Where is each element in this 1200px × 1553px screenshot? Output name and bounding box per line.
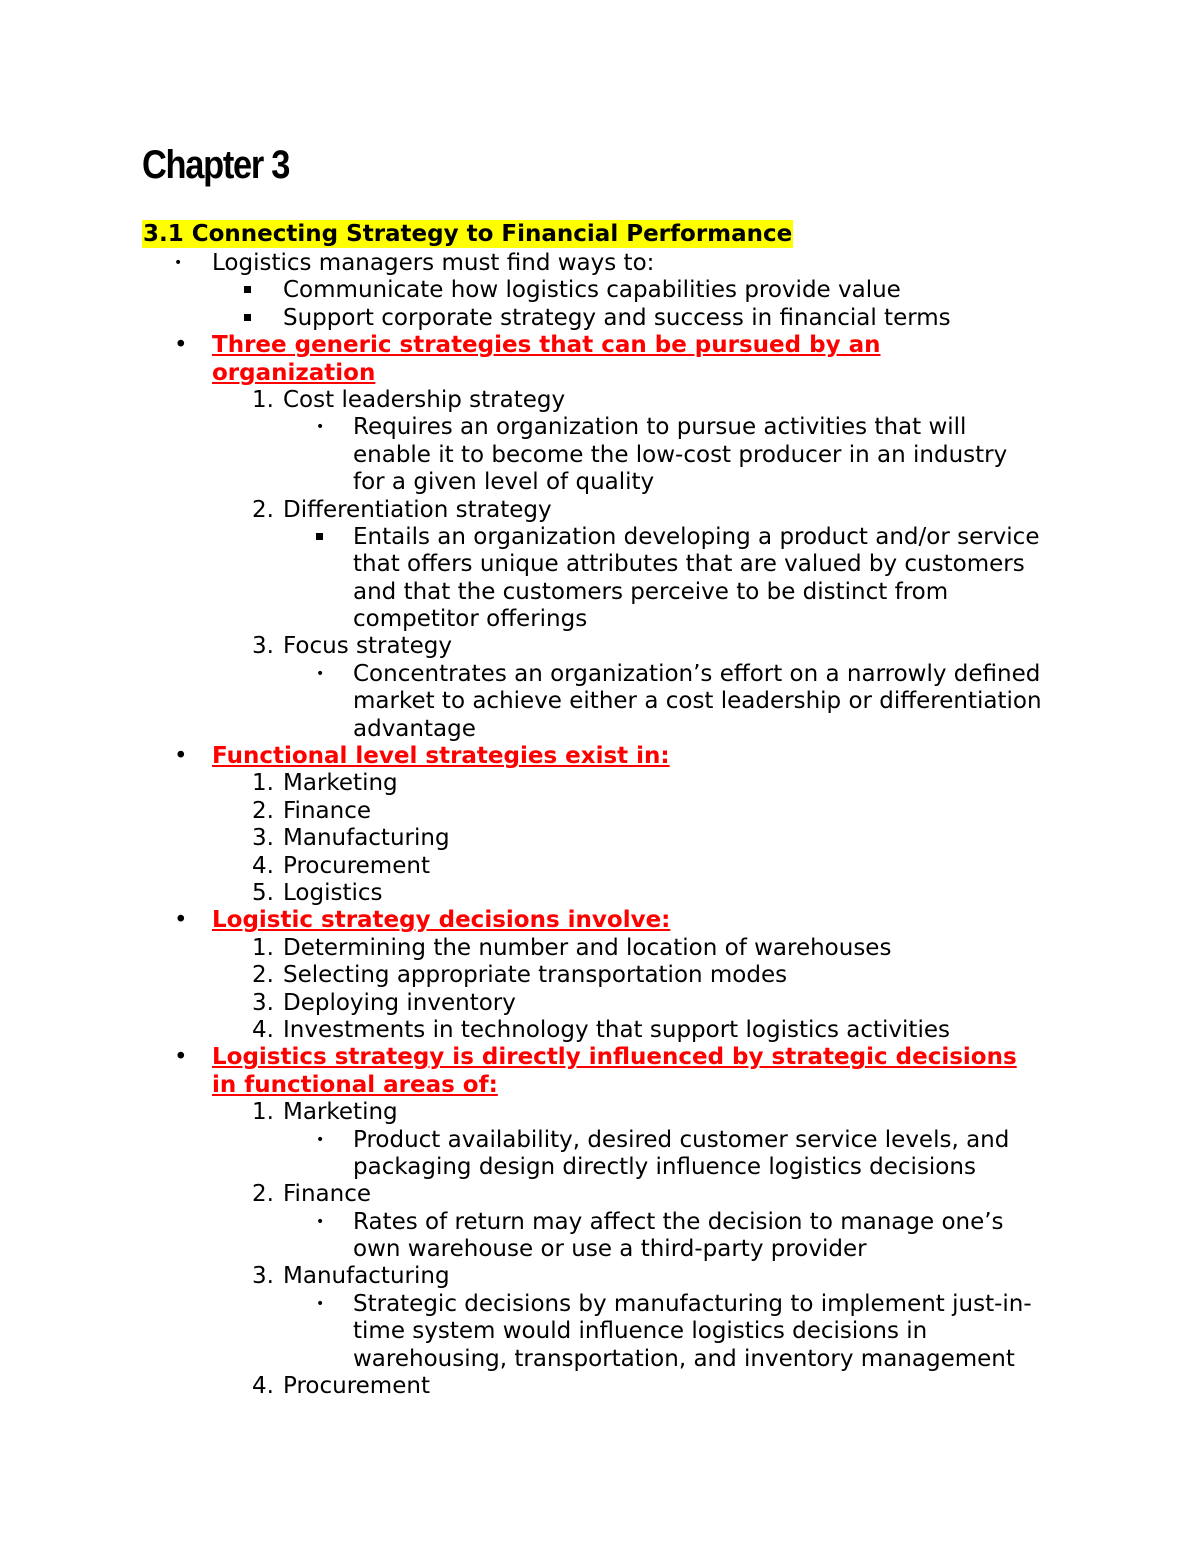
- list-item: that offers unique attributes that are valued by customers: [353, 551, 1025, 578]
- section-heading: 3.1 Connecting Strategy to Financial Performance: [143, 221, 793, 247]
- list-item: enable it to become the low-cost producer in an industry: [353, 441, 1008, 468]
- list-item: 1. Cost leadership strategy: [252, 386, 566, 413]
- list-item: advantage: [353, 715, 476, 742]
- list-item: 4. Procurement: [252, 852, 430, 879]
- small-bullet-icon: •: [316, 1295, 325, 1312]
- outline-list: [0, 250, 1200, 1400]
- list-item: 3. Manufacturing: [252, 825, 450, 852]
- square-bullet-icon: [244, 305, 251, 332]
- small-bullet-icon: •: [316, 1213, 325, 1230]
- list-item: 3. Focus strategy: [252, 633, 452, 660]
- list-item: • Rates of return may affect the decision to manage one’s: [316, 1208, 1004, 1235]
- chapter-title: Chapter 3: [142, 143, 290, 187]
- list-item: • Requires an organization to pursue activities that will: [316, 414, 967, 441]
- topic-heading: Logistic strategy decisions involve:: [212, 907, 671, 934]
- list-item: [0, 1072, 1200, 1099]
- list-item: 4. Investments in technology that support logistics activities: [252, 1016, 950, 1043]
- list-item: [0, 1044, 1200, 1071]
- list-item: • Concentrates an organization’s effort on a narrowly defined: [316, 660, 1041, 687]
- list-item: 4. Procurement: [252, 1373, 430, 1400]
- list-item: [0, 332, 1200, 359]
- list-item: 2. Finance: [252, 797, 371, 824]
- small-bullet-icon: •: [174, 255, 183, 271]
- list-item: market to achieve either a cost leadership or differentiation: [353, 688, 1042, 715]
- bullet-icon: •: [174, 743, 188, 770]
- list-item: Entails an organization developing a product and/or service: [0, 524, 1200, 551]
- topic-heading: Logistics strategy is directly influenced by strategic decisions: [212, 1044, 1017, 1071]
- list-item: 2. Selecting appropriate transportation modes: [252, 962, 788, 989]
- topic-heading: in functional areas of:: [212, 1071, 498, 1098]
- topic-heading: Three generic strategies that can be pursued by an: [212, 332, 881, 359]
- list-item: [0, 743, 1200, 770]
- list-item: 3. Manufacturing: [252, 1263, 450, 1290]
- list-item: 3. Deploying inventory: [252, 989, 516, 1016]
- bullet-icon: •: [174, 332, 188, 359]
- list-item: 5. Logistics: [252, 879, 383, 906]
- list-item: • Logistics managers must find ways to:: [174, 250, 655, 276]
- topic-heading: Functional level strategies exist in:: [212, 743, 670, 770]
- list-item: own warehouse or use a third-party provider: [353, 1236, 867, 1263]
- list-item: [0, 360, 1200, 387]
- list-item: Support corporate strategy and success in financial terms: [0, 305, 1200, 332]
- list-item: • Product availability, desired customer service levels, and: [316, 1126, 1010, 1153]
- small-bullet-icon: •: [316, 1131, 325, 1148]
- topic-heading: organization: [212, 359, 376, 386]
- list-item: Communicate how logistics capabilities provide value: [0, 277, 1200, 304]
- list-item: 2. Finance: [252, 1181, 371, 1208]
- list-item: 1. Marketing: [252, 1099, 398, 1126]
- square-bullet-icon: [244, 277, 251, 304]
- list-item: warehousing, transportation, and inventory management: [353, 1345, 1015, 1372]
- list-item: 2. Differentiation strategy: [252, 496, 552, 523]
- list-item: 1. Determining the number and location of warehouses: [252, 934, 892, 961]
- bullet-icon: •: [174, 1044, 188, 1071]
- list-item: for a given level of quality: [353, 469, 655, 496]
- list-item: and that the customers perceive to be distinct from: [353, 578, 949, 605]
- list-item: packaging design directly influence logistics decisions: [353, 1153, 976, 1180]
- small-bullet-icon: •: [316, 419, 325, 436]
- list-item: time system would influence logistics decisions in: [353, 1318, 928, 1345]
- list-item: competitor offerings: [353, 606, 588, 633]
- bullet-icon: •: [174, 907, 188, 934]
- list-item: • Strategic decisions by manufacturing to implement just-in-: [316, 1290, 1032, 1317]
- list-item: 1. Marketing: [252, 770, 398, 797]
- small-bullet-icon: •: [316, 665, 325, 682]
- square-bullet-icon: [316, 524, 323, 551]
- list-item: [0, 907, 1200, 934]
